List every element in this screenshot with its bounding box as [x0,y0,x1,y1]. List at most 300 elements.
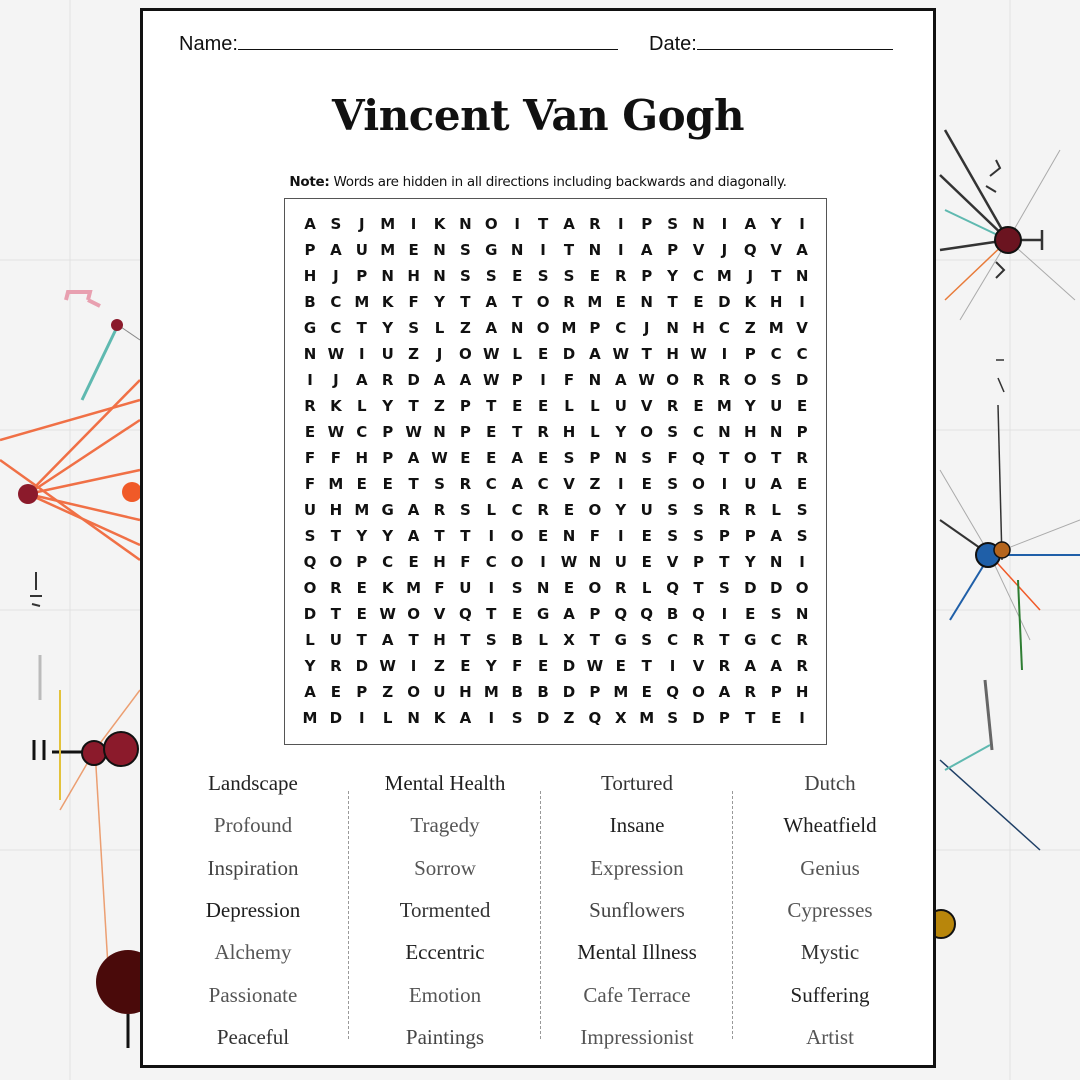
grid-letter[interactable]: T [745,709,756,727]
grid-letter[interactable]: P [511,371,523,389]
grid-letter[interactable]: F [408,293,419,311]
grid-letter[interactable]: U [614,553,627,571]
grid-letter[interactable]: O [743,449,757,467]
grid-letter[interactable]: A [796,241,808,259]
grid-letter[interactable]: U [640,501,653,519]
grid-letter[interactable]: B [511,683,523,701]
grid-letter[interactable]: E [512,605,523,623]
grid-letter[interactable]: S [667,215,678,233]
grid-letter[interactable]: Y [744,397,756,415]
grid-letter[interactable]: U [329,631,342,649]
grid-letter[interactable]: P [382,449,394,467]
grid-letter[interactable]: J [643,319,650,337]
grid-letter[interactable]: M [302,709,318,727]
grid-letter[interactable]: P [356,683,368,701]
grid-letter[interactable]: P [641,215,653,233]
grid-letter[interactable]: X [563,631,575,649]
grid-letter[interactable]: W [483,345,500,363]
grid-letter[interactable]: E [641,683,652,701]
grid-letter[interactable]: W [379,605,396,623]
grid-letter[interactable]: T [512,423,523,441]
grid-letter[interactable]: O [692,683,705,701]
grid-letter[interactable]: H [795,683,809,701]
grid-letter[interactable]: G [303,319,317,337]
grid-letter[interactable]: V [640,397,653,415]
grid-letter[interactable]: S [511,579,523,597]
grid-letter[interactable]: L [538,631,548,649]
grid-letter[interactable]: M [587,293,603,311]
grid-letter[interactable]: D [329,709,343,727]
grid-letter[interactable]: A [355,371,368,389]
grid-letter[interactable]: A [744,215,757,233]
grid-letter[interactable]: R [304,397,316,415]
grid-letter[interactable]: I [721,215,728,233]
grid-letter[interactable]: C [485,553,497,571]
grid-letter[interactable]: S [434,475,445,493]
grid-letter[interactable]: N [640,293,653,311]
grid-letter[interactable]: X [615,709,627,727]
grid-letter[interactable]: E [486,449,497,467]
grid-letter[interactable]: T [330,527,341,545]
grid-letter[interactable]: S [408,319,419,337]
grid-letter[interactable]: F [304,449,316,467]
grid-letter[interactable]: O [536,293,550,311]
grid-letter[interactable]: M [716,397,732,415]
grid-letter[interactable]: Q [692,449,705,467]
grid-letter[interactable]: H [303,267,317,285]
grid-letter[interactable]: T [356,319,367,337]
grid-letter[interactable]: S [537,267,549,285]
grid-letter[interactable]: W [405,423,422,441]
grid-letter[interactable]: W [327,345,345,363]
grid-letter[interactable]: O [484,215,498,233]
grid-letter[interactable]: H [433,631,446,649]
grid-letter[interactable]: R [537,501,549,519]
grid-letter[interactable]: R [615,267,627,285]
grid-letter[interactable]: A [433,371,446,389]
grid-letter[interactable]: V [666,553,679,571]
grid-letter[interactable]: I [618,241,624,259]
grid-letter[interactable]: U [381,345,394,363]
grid-letter[interactable]: R [330,657,342,675]
grid-letter[interactable]: N [407,709,420,727]
grid-letter[interactable]: J [333,267,339,285]
grid-letter[interactable]: I [488,579,495,597]
grid-letter[interactable]: M [613,683,629,701]
grid-letter[interactable]: N [381,267,394,285]
grid-letter[interactable]: I [359,709,365,727]
grid-letter[interactable]: E [382,475,393,493]
grid-letter[interactable]: I [618,475,624,493]
grid-letter[interactable]: N [666,319,679,337]
grid-letter[interactable]: W [638,371,655,389]
grid-letter[interactable]: Y [434,293,445,311]
grid-letter[interactable]: R [381,371,394,389]
grid-letter[interactable]: P [589,449,601,467]
grid-letter[interactable]: E [356,579,367,597]
grid-letter[interactable]: A [407,527,420,545]
grid-letter[interactable]: G [381,501,394,519]
grid-letter[interactable]: R [433,501,446,519]
grid-letter[interactable]: M [639,709,655,727]
grid-letter[interactable]: E [486,423,497,441]
grid-letter[interactable]: Y [667,267,679,285]
grid-letter[interactable]: R [589,215,601,233]
grid-letter[interactable]: C [382,553,394,571]
grid-letter[interactable]: Q [640,605,654,623]
grid-letter[interactable]: R [459,475,472,493]
grid-letter[interactable]: P [796,423,808,441]
grid-letter[interactable]: P [589,319,601,337]
grid-letter[interactable]: F [667,449,678,467]
grid-letter[interactable]: P [382,423,394,441]
grid-letter[interactable]: S [693,527,704,545]
grid-letter[interactable]: E [796,475,808,493]
grid-letter[interactable]: Z [382,683,394,701]
grid-letter[interactable]: Q [303,553,317,571]
grid-letter[interactable]: D [355,657,369,675]
grid-letter[interactable]: R [718,371,731,389]
grid-letter[interactable]: B [537,683,549,701]
grid-letter[interactable]: R [744,683,757,701]
grid-letter[interactable]: C [615,319,627,337]
grid-letter[interactable]: T [771,449,782,467]
grid-letter[interactable]: E [330,683,342,701]
grid-letter[interactable]: R [796,449,808,467]
date-field[interactable] [649,31,893,56]
grid-letter[interactable]: O [329,553,343,571]
grid-letter[interactable]: U [770,397,783,415]
grid-letter[interactable]: S [667,527,678,545]
grid-letter[interactable]: S [667,501,678,519]
grid-letter[interactable]: U [614,397,627,415]
grid-letter[interactable]: Z [744,319,756,337]
grid-letter[interactable]: W [327,423,345,441]
grid-letter[interactable]: H [744,423,757,441]
grid-letter[interactable]: S [667,423,678,441]
grid-letter[interactable]: S [563,267,575,285]
grid-letter[interactable]: F [589,527,601,545]
grid-letter[interactable]: S [330,215,342,233]
grid-letter[interactable]: A [563,215,575,233]
grid-letter[interactable]: C [485,475,497,493]
grid-letter[interactable]: A [304,215,316,233]
grid-letter[interactable]: F [512,657,523,675]
grid-letter[interactable]: I [799,709,805,727]
grid-letter[interactable]: O [666,371,679,389]
grid-letter[interactable]: I [514,215,520,233]
grid-letter[interactable]: P [693,553,704,571]
grid-letter[interactable]: T [771,267,782,285]
grid-letter[interactable]: V [692,241,705,259]
grid-letter[interactable]: M [354,293,370,311]
grid-letter[interactable]: L [486,501,497,519]
grid-letter[interactable]: C [330,319,342,337]
grid-letter[interactable]: J [333,371,339,389]
grid-letter[interactable]: R [692,371,705,389]
grid-letter[interactable]: N [718,423,731,441]
grid-letter[interactable]: E [693,397,704,415]
grid-letter[interactable]: R [796,631,808,649]
grid-letter[interactable]: O [407,683,420,701]
grid-letter[interactable]: L [590,397,600,415]
grid-letter[interactable]: T [460,293,471,311]
grid-letter[interactable]: H [329,501,343,519]
grid-letter[interactable]: N [588,553,602,571]
grid-letter[interactable]: V [563,475,575,493]
grid-letter[interactable]: I [799,215,805,233]
grid-letter[interactable]: L [564,397,574,415]
grid-letter[interactable]: H [666,345,679,363]
grid-letter[interactable]: P [589,683,601,701]
grid-letter[interactable]: T [693,579,704,597]
grid-letter[interactable]: T [408,475,419,493]
grid-letter[interactable]: M [483,683,499,701]
grid-letter[interactable]: V [796,319,808,337]
grid-letter[interactable]: D [407,371,420,389]
grid-letter[interactable]: O [303,579,317,597]
grid-letter[interactable]: O [510,553,524,571]
grid-letter[interactable]: S [459,501,471,519]
grid-letter[interactable]: P [641,267,653,285]
grid-letter[interactable]: E [771,709,782,727]
grid-letter[interactable]: M [406,579,422,597]
grid-letter[interactable]: O [510,527,524,545]
grid-letter[interactable]: P [356,267,368,285]
grid-letter[interactable]: K [330,397,342,415]
grid-letter[interactable]: R [744,501,757,519]
grid-letter[interactable]: E [537,527,549,545]
grid-letter[interactable]: W [483,371,500,389]
grid-letter[interactable]: E [641,475,652,493]
grid-letter[interactable]: R [796,657,808,675]
grid-letter[interactable]: C [511,501,523,519]
grid-letter[interactable]: P [459,423,471,441]
grid-letter[interactable]: I [799,553,805,571]
grid-letter[interactable]: P [744,527,756,545]
grid-letter[interactable]: T [589,631,600,649]
grid-letter[interactable]: D [536,709,550,727]
grid-letter[interactable]: H [692,319,705,337]
grid-letter[interactable]: T [460,631,471,649]
grid-letter[interactable]: P [304,241,316,259]
grid-letter[interactable]: R [718,657,731,675]
grid-letter[interactable]: M [768,319,784,337]
grid-letter[interactable]: Y [770,215,782,233]
grid-letter[interactable]: E [615,657,626,675]
grid-letter[interactable]: U [744,475,757,493]
grid-letter[interactable]: Q [588,709,602,727]
grid-letter[interactable]: A [485,293,498,311]
grid-letter[interactable]: V [692,657,705,675]
grid-letter[interactable]: Y [615,501,627,519]
grid-letter[interactable]: W [431,449,448,467]
grid-letter[interactable]: N [433,267,446,285]
grid-letter[interactable]: R [563,293,575,311]
grid-letter[interactable]: J [359,215,365,233]
grid-letter[interactable]: A [770,475,782,493]
grid-letter[interactable]: D [562,345,576,363]
grid-letter[interactable]: E [537,657,549,675]
grid-letter[interactable]: U [355,241,368,259]
grid-letter[interactable]: M [561,319,577,337]
grid-letter[interactable]: A [718,683,731,701]
grid-letter[interactable]: E [512,397,523,415]
grid-letter[interactable]: T [434,527,445,545]
grid-letter[interactable]: C [770,631,782,649]
grid-letter[interactable]: N [769,423,783,441]
grid-letter[interactable]: E [408,553,419,571]
grid-letter[interactable]: F [460,553,471,571]
grid-letter[interactable]: Y [382,527,394,545]
grid-letter[interactable]: O [459,345,472,363]
grid-letter[interactable]: T [563,241,575,259]
grid-letter[interactable]: U [433,683,446,701]
grid-letter[interactable]: O [588,501,602,519]
grid-letter[interactable]: O [743,371,757,389]
name-blank[interactable] [238,31,618,50]
grid-letter[interactable]: N [614,449,628,467]
grid-letter[interactable]: O [795,579,809,597]
grid-letter[interactable]: I [540,241,546,259]
grid-letter[interactable]: N [562,527,576,545]
grid-letter[interactable]: Y [304,657,316,675]
grid-letter[interactable]: E [356,605,367,623]
grid-letter[interactable]: K [433,709,446,727]
grid-letter[interactable]: T [719,553,730,571]
grid-letter[interactable]: A [640,241,653,259]
grid-letter[interactable]: T [330,605,341,623]
grid-letter[interactable]: C [770,345,782,363]
grid-letter[interactable]: D [744,579,757,597]
grid-letter[interactable]: N [588,371,602,389]
grid-letter[interactable]: Y [356,527,368,545]
grid-letter[interactable]: B [666,605,679,623]
grid-letter[interactable]: C [667,631,679,649]
grid-letter[interactable]: D [303,605,317,623]
grid-letter[interactable]: T [486,605,497,623]
grid-letter[interactable]: I [488,527,495,545]
grid-letter[interactable]: Q [666,579,679,597]
grid-letter[interactable]: E [460,449,471,467]
grid-letter[interactable]: E [537,397,549,415]
grid-letter[interactable]: E [615,293,626,311]
grid-letter[interactable]: O [640,423,654,441]
grid-letter[interactable]: N [459,215,472,233]
grid-letter[interactable]: T [641,345,652,363]
grid-letter[interactable]: M [380,241,396,259]
grid-letter[interactable]: Q [614,605,628,623]
grid-letter[interactable]: C [796,345,808,363]
grid-letter[interactable]: T [719,631,730,649]
grid-letter[interactable]: P [589,605,601,623]
grid-letter[interactable]: N [433,241,446,259]
grid-letter[interactable]: C [330,293,342,311]
name-field[interactable] [179,31,618,56]
grid-letter[interactable]: M [328,475,344,493]
grid-letter[interactable]: Z [434,657,445,675]
grid-letter[interactable]: G [744,631,757,649]
grid-letter[interactable]: N [510,319,524,337]
grid-letter[interactable]: U [459,579,472,597]
grid-letter[interactable]: Q [692,605,705,623]
grid-letter[interactable]: E [460,657,471,675]
grid-letter[interactable]: Q [743,241,757,259]
grid-letter[interactable]: Z [434,397,445,415]
grid-letter[interactable]: E [641,527,652,545]
grid-letter[interactable]: N [795,267,809,285]
grid-letter[interactable]: A [614,371,627,389]
grid-letter[interactable]: O [407,605,420,623]
grid-letter[interactable]: P [770,683,782,701]
grid-letter[interactable]: C [718,319,730,337]
grid-letter[interactable]: N [433,423,446,441]
grid-letter[interactable]: A [381,631,394,649]
grid-letter[interactable]: W [612,345,630,363]
grid-letter[interactable]: V [433,605,446,623]
grid-letter[interactable]: Y [485,657,497,675]
grid-letter[interactable]: T [356,631,367,649]
grid-letter[interactable]: Z [408,345,420,363]
grid-letter[interactable]: E [537,345,549,363]
grid-letter[interactable]: R [692,631,705,649]
grid-letter[interactable]: A [330,241,342,259]
grid-letter[interactable]: A [459,371,472,389]
grid-letter[interactable]: Y [615,423,627,441]
grid-letter[interactable]: I [540,553,546,571]
grid-letter[interactable]: J [747,267,754,285]
grid-letter[interactable]: N [588,241,602,259]
grid-letter[interactable]: D [562,657,576,675]
date-blank[interactable] [697,31,893,50]
grid-letter[interactable]: N [795,605,809,623]
grid-letter[interactable]: T [486,397,497,415]
grid-letter[interactable]: S [485,267,497,285]
grid-letter[interactable]: P [718,709,730,727]
grid-letter[interactable]: C [692,423,704,441]
grid-letter[interactable]: D [562,683,576,701]
grid-letter[interactable]: R [537,423,549,441]
grid-letter[interactable]: S [796,527,808,545]
grid-letter[interactable]: K [381,579,394,597]
grid-letter[interactable]: J [436,345,443,363]
grid-letter[interactable]: F [434,579,445,597]
grid-letter[interactable]: E [408,241,419,259]
grid-letter[interactable]: S [563,449,575,467]
grid-letter[interactable]: Q [459,605,472,623]
grid-letter[interactable]: E [512,267,523,285]
grid-letter[interactable]: I [540,371,546,389]
grid-letter[interactable]: S [718,579,730,597]
grid-letter[interactable]: I [721,475,728,493]
grid-letter[interactable]: D [718,293,731,311]
grid-letter[interactable]: C [692,267,704,285]
grid-letter[interactable]: G [614,631,627,649]
grid-letter[interactable]: O [536,319,550,337]
grid-letter[interactable]: M [716,267,732,285]
grid-letter[interactable]: E [796,397,808,415]
grid-letter[interactable]: H [459,683,472,701]
grid-letter[interactable]: I [410,657,417,675]
grid-letter[interactable]: A [744,657,757,675]
grid-letter[interactable]: E [745,605,756,623]
grid-letter[interactable]: R [718,501,731,519]
grid-letter[interactable]: P [744,345,756,363]
grid-letter[interactable]: P [459,397,471,415]
grid-letter[interactable]: N [769,553,783,571]
grid-letter[interactable]: L [771,501,781,519]
grid-letter[interactable]: S [459,267,471,285]
